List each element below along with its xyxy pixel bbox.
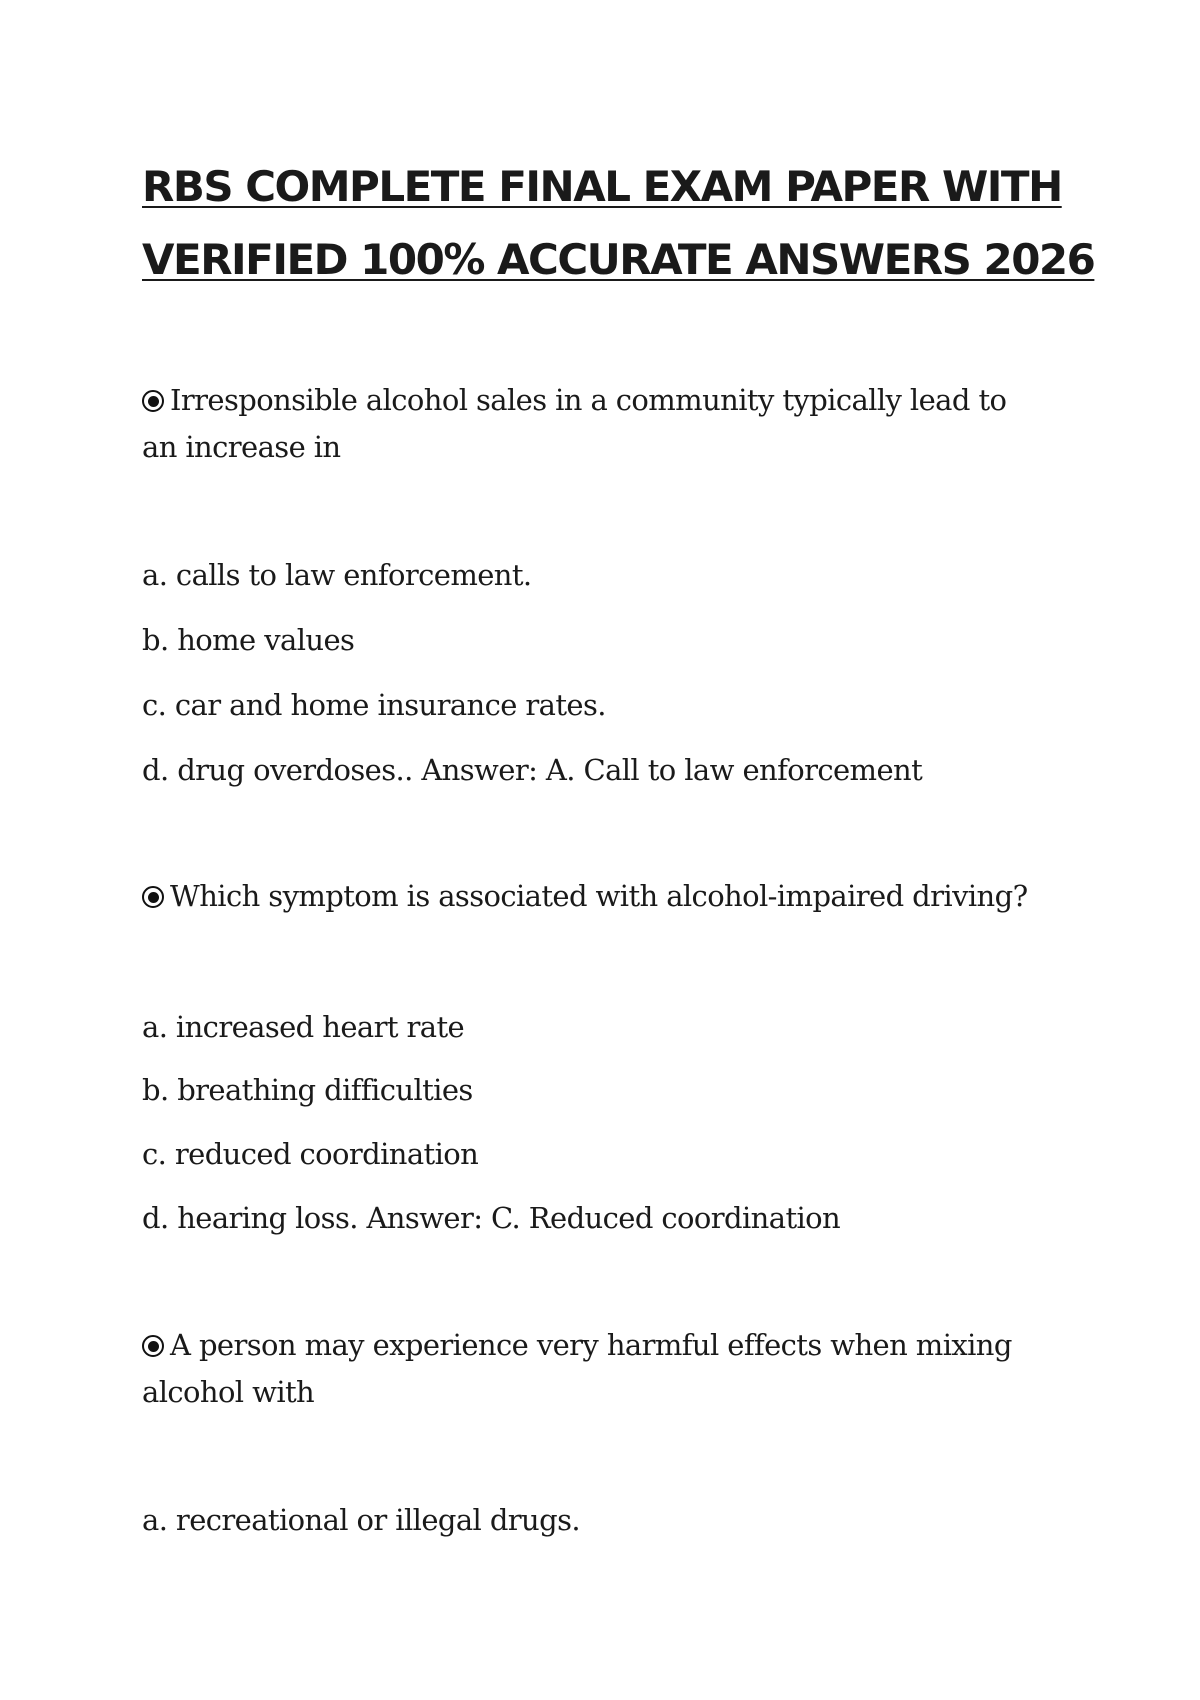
- question-2-option-d-answer: d. hearing loss. Answer: C. Reduced coordination: [142, 1201, 841, 1235]
- question-2-text: [142, 873, 1042, 920]
- question-3-option-a: a. recreational or illegal drugs.: [142, 1503, 580, 1537]
- document-title: [142, 150, 1095, 296]
- question-2-option-b: b. breathing difficulties: [142, 1073, 473, 1107]
- radio-bullet-icon: [142, 390, 164, 412]
- question-1-label: Irresponsible alcohol sales in a community typically lead to an increase in: [142, 383, 1007, 464]
- radio-bullet-icon: [142, 886, 164, 908]
- question-2-option-c: c. reduced coordination: [142, 1137, 479, 1171]
- question-1-option-b: b. home values: [142, 623, 355, 657]
- title-line-1: RBS COMPLETE FINAL EXAM PAPER WITH: [142, 162, 1062, 211]
- question-3-text: [142, 1322, 1042, 1416]
- question-1-option-d-answer: d. drug overdoses.. Answer: A. Call to law enforcement: [142, 753, 923, 787]
- question-1-text: [142, 377, 1042, 471]
- question-2-option-a: a. increased heart rate: [142, 1010, 465, 1044]
- question-1-option-a: a. calls to law enforcement.: [142, 558, 532, 592]
- radio-bullet-icon: [142, 1335, 164, 1357]
- question-2-label: Which symptom is associated with alcohol-impaired driving?: [170, 879, 1028, 913]
- question-3-label: A person may experience very harmful effects when mixing alcohol with: [142, 1328, 1012, 1409]
- title-line-2: VERIFIED 100% ACCURATE ANSWERS 2026: [142, 235, 1095, 284]
- question-1-option-c: c. car and home insurance rates.: [142, 688, 606, 722]
